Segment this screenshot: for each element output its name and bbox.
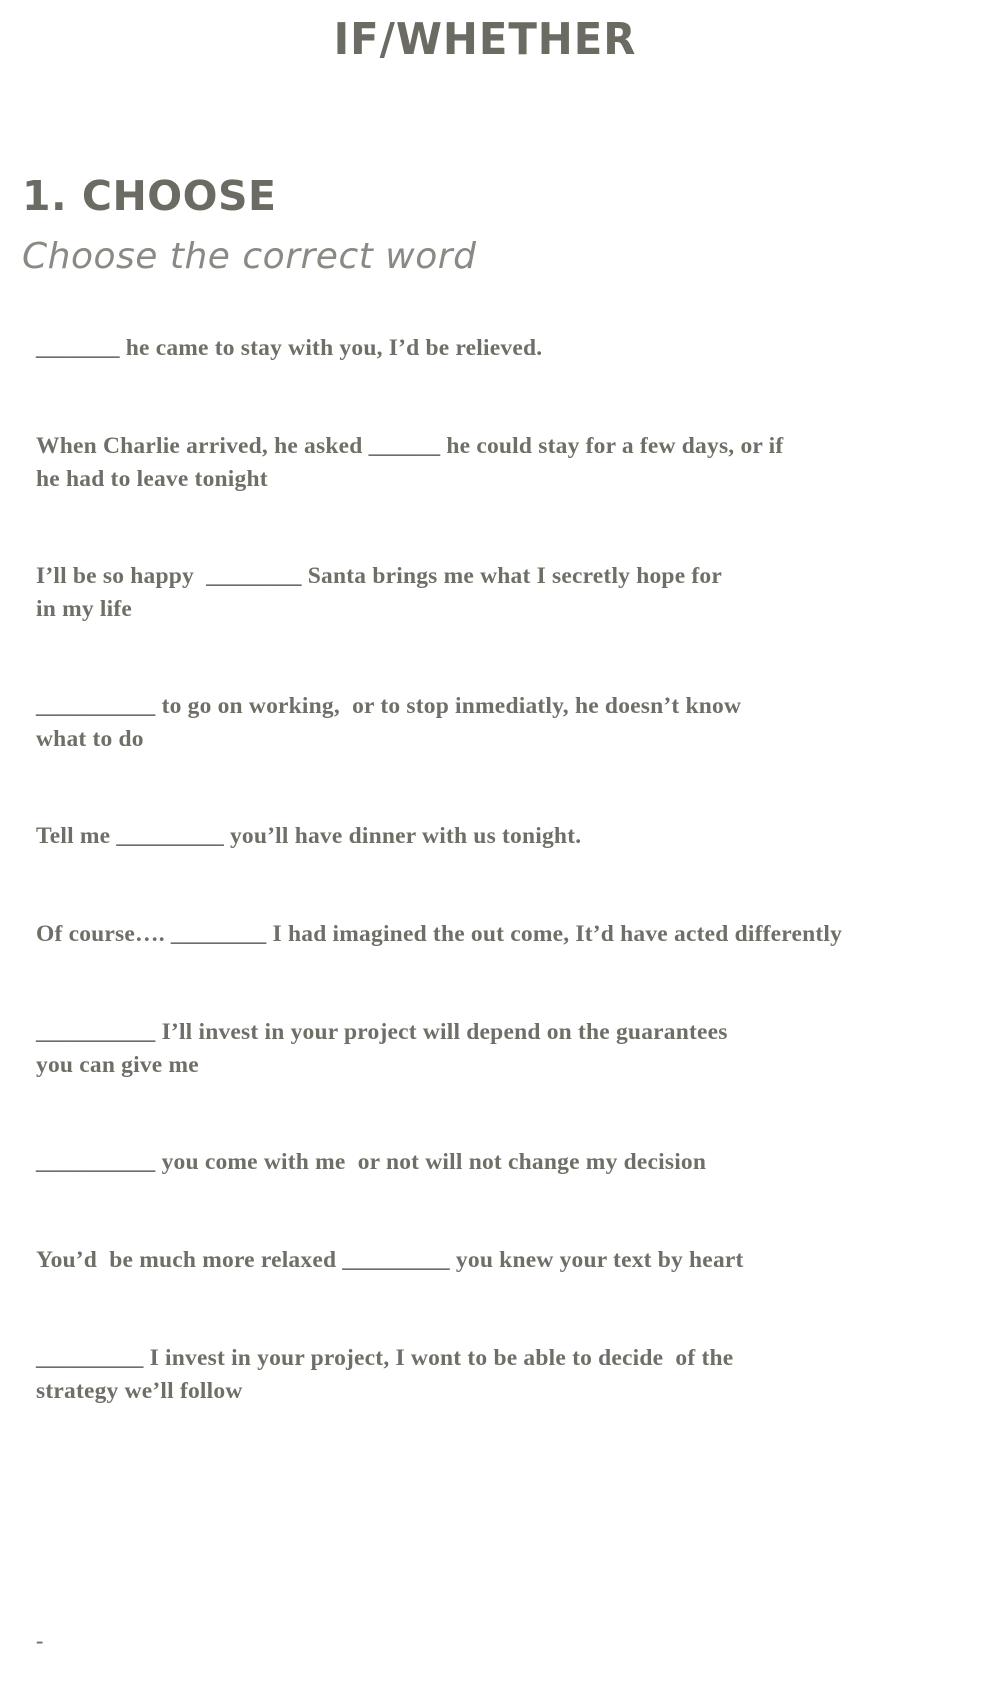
exercise-item-6	[36, 918, 976, 951]
exercise-line: _________ I invest in your project, I wont to be able to decide of the	[36, 1345, 734, 1371]
exercise-line: Of course…. ________ I had imagined the out come, It’d have acted differently	[36, 921, 843, 947]
section-heading: 1. CHOOSE	[22, 172, 277, 220]
exercise-line: When Charlie arrived, he asked ______ he could stay for a few days, or if	[36, 433, 784, 459]
exercise-line: strategy we’ll follow	[36, 1378, 243, 1404]
exercise-item-2	[36, 430, 976, 496]
page-title: IF/WHETHER	[333, 14, 637, 65]
exercise-line: Tell me _________ you’ll have dinner with us tonight.	[36, 823, 582, 849]
exercise-line: in my life	[36, 596, 132, 622]
exercise-item-4	[36, 690, 976, 756]
exercise-line: __________ I’ll invest in your project will depend on the guarantees	[36, 1019, 728, 1045]
exercise-item-7	[36, 1016, 976, 1082]
exercise-line: I’ll be so happy ________ Santa brings me what I secretly hope for	[36, 563, 723, 589]
footer-mark: -	[36, 1628, 44, 1653]
exercise-line: You’d be much more relaxed _________ you knew your text by heart	[36, 1247, 744, 1273]
exercise-line: he had to leave tonight	[36, 466, 268, 492]
exercise-line: __________ to go on working, or to stop inmediatly, he doesn’t know	[36, 693, 742, 719]
exercise-item-3	[36, 560, 976, 626]
exercise-line: you can give me	[36, 1052, 199, 1078]
exercise-item-8	[36, 1146, 976, 1179]
exercise-item-10	[36, 1342, 976, 1408]
exercise-line: __________ you come with me or not will not change my decision	[36, 1149, 707, 1175]
exercise-item-5	[36, 820, 976, 853]
exercise-line: _______ he came to stay with you, I’d be relieved.	[36, 335, 543, 361]
exercise-line: what to do	[36, 726, 144, 752]
exercise-item-9	[36, 1244, 976, 1277]
exercise-item-1	[36, 332, 976, 365]
section-subtitle: Choose the correct word	[22, 236, 477, 277]
